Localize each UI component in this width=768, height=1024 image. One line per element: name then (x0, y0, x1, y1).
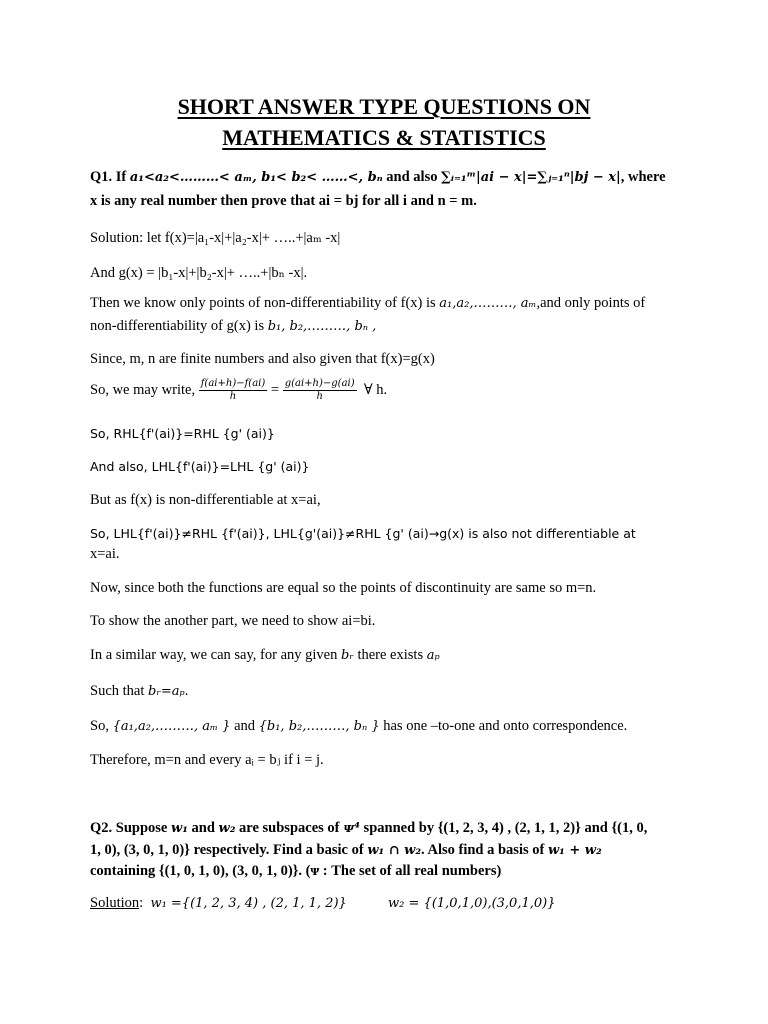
w2-definition: w₂ = {(1,0,1,0),(3,0,1,0)} (388, 896, 556, 911)
page-title-line-2: MATHEMATICS & STATISTICS (222, 125, 546, 150)
solution-line-correspondence: So, {a₁,a₂,………, aₘ } and {b₁, b₂,………, bₙ } has one –to-one and onto correspondence. (90, 718, 628, 734)
w1-definition: w₁ ={(1, 2, 3, 4) , (2, 1, 1, 2)} (150, 896, 347, 911)
solution-line-g: And g(x) = |b₁-x|+|b₂-x|+ …..+|bₙ -x|. (90, 265, 308, 281)
solution-line-lhl-rhl-compare: So, LHL{f'(ai)}≠RHL {f'(ai)}, LHL{g'(ai)}≠RHL {g' (ai)→g(x) is also not differentiable at (90, 526, 636, 541)
solution-line-nondiff-g: non-differentiability of g(x) is b₁, b₂,………, bₙ , (90, 318, 377, 334)
fraction-g: $\frac{g(ai+h)-g(ai)}{h}$ (284, 378, 355, 402)
solution-line-rhl: So, RHL{f'(ai)}=RHL {g' (ai)} (90, 426, 275, 441)
solution-line-difference-quotient: So, we may write, $\frac{f(ai+h)-f(ai)}{h}$ = $\frac{g(ai+h)-g(ai)}{h}$ ∀ h. (90, 378, 388, 402)
solution-line-therefore: Therefore, m=n and every aᵢ = bⱼ if i = j. (90, 752, 324, 768)
solution-line-finite: Since, m, n are finite numbers and also given that f(x)=g(x) (90, 351, 435, 367)
q2-statement-line-2: 1, 0), (3, 0, 1, 0)} respectively. Find a basic of w₁ ∩ w₂. Also find a basis of w₁ + w₂ (90, 842, 602, 858)
solution-line-such-that: Such that bᵣ=aₚ. (90, 683, 189, 699)
fraction-f: $\frac{f(ai+h)-f(ai)}{h}$ (200, 378, 266, 402)
q1-statement-line-1: Q1. If a₁<a₂<………< aₘ, b₁< b₂< ……<, bₙ and also ∑ᵢ₌₁ᵐ|ai − x|=∑ⱼ₌₁ⁿ|bj − x|, where (90, 169, 666, 185)
q2-statement-line-3: containing {(1, 0, 1, 0), (3, 0, 1, 0)}. (ᴪ : The set of all real numbers) (90, 863, 502, 879)
solution-line-lhl: And also, LHL{f'(ai)}=LHL {g' (ai)} (90, 459, 310, 474)
solution-line-similar-way: In a similar way, we can say, for any given bᵣ there exists aₚ (90, 647, 440, 663)
q2-solution-line: Solution: w₁ ={(1, 2, 3, 4) , (2, 1, 1, 2)} w₂ = {(1,0,1,0),(3,0,1,0)} (90, 895, 556, 911)
solution-line-nondifferentiable: But as f(x) is non-differentiable at x=ai, (90, 492, 321, 508)
page-title-line-1: SHORT ANSWER TYPE QUESTIONS ON (177, 94, 591, 119)
q2-statement-line-1: Q2. Suppose w₁ and w₂ are subspaces of ᴪ⁴ spanned by {(1, 2, 3, 4) , (2, 1, 1, 2)} and {(1, 0, (90, 820, 648, 836)
q1-statement-line-2: x is any real number then prove that ai = bj for all i and n = m. (90, 193, 477, 209)
solution-line-x-equals-ai: x=ai. (90, 546, 120, 562)
solution-line-nondiff-f: Then we know only points of non-differentiability of f(x) is a₁,a₂,………, aₘ,and only points of (90, 295, 646, 311)
solution-line-show-ai-bi: To show the another part, we need to show ai=bi. (90, 613, 376, 629)
solution-line-f: Solution: let f(x)=|a₁-x|+|a₂-x|+ …..+|aₘ -x| (90, 230, 341, 246)
q2-solution-label: Solution (90, 895, 140, 911)
solution-line-m-equals-n: Now, since both the functions are equal so the points of discontinuity are same so m=n. (90, 580, 597, 596)
